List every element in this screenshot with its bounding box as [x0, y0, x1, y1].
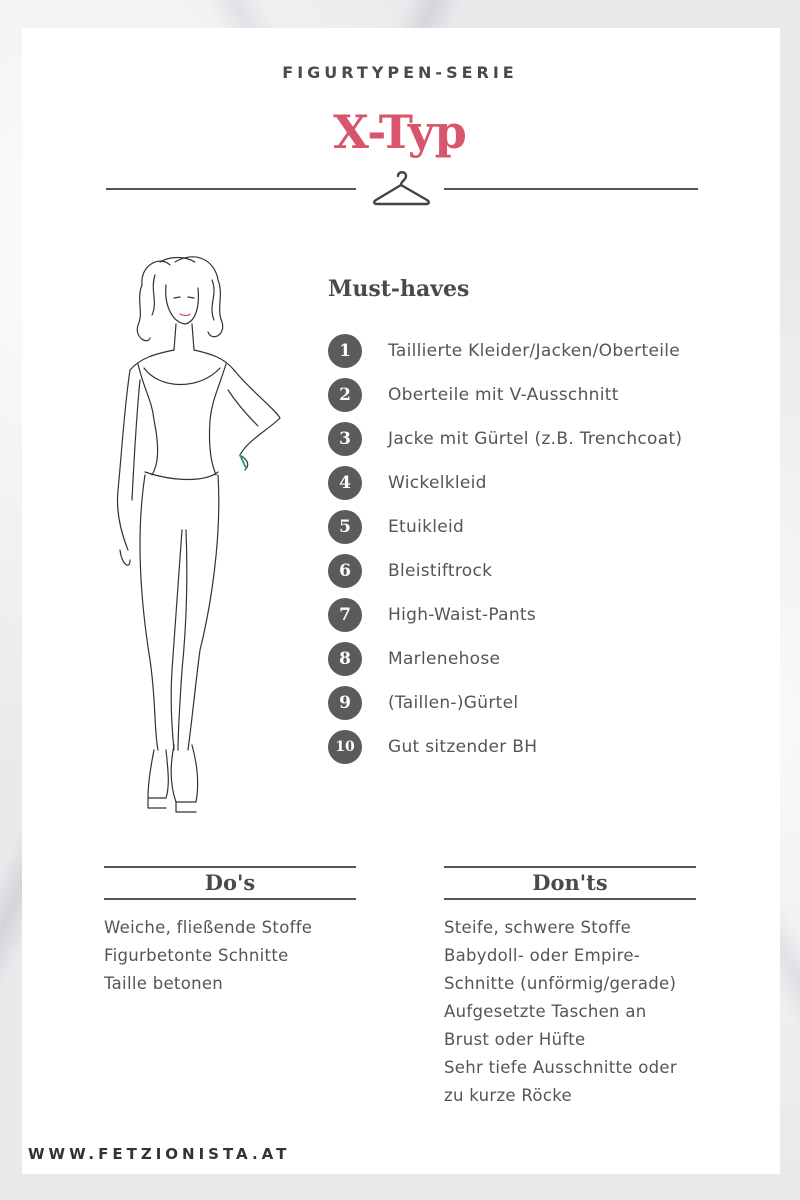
series-label: FIGURTYPEN-SERIE [282, 63, 518, 82]
divider-right [444, 188, 698, 190]
page-title: X-Typ [333, 105, 467, 159]
must-have-label: (Taillen-)Gürtel [388, 693, 519, 713]
must-have-label: Oberteile mit V-Ausschnitt [388, 385, 619, 405]
donts-item: zu kurze Röcke [444, 1086, 572, 1105]
hanger-icon [370, 170, 432, 214]
dos-item: Weiche, fließende Stoffe [104, 918, 313, 937]
dos-list [104, 914, 312, 998]
donts-item: Brust oder Hüfte [444, 1030, 586, 1049]
must-have-label: High-Waist-Pants [388, 605, 537, 625]
must-have-label: Wickelkleid [388, 473, 487, 493]
number-badge: 8 [328, 642, 362, 676]
number-badge: 2 [328, 378, 362, 412]
must-have-label: Bleistiftrock [388, 561, 493, 581]
donts-item: Babydoll- oder Empire- [444, 946, 641, 965]
donts-heading: Don'ts [444, 866, 696, 900]
divider-left [106, 188, 356, 190]
must-have-label: Gut sitzender BH [388, 737, 538, 757]
donts-item: Aufgesetzte Taschen an [444, 1002, 647, 1021]
number-badge: 1 [328, 334, 362, 368]
donts-item: Schnitte (unförmig/gerade) [444, 974, 677, 993]
number-badge: 7 [328, 598, 362, 632]
must-haves-heading: Must-haves [328, 276, 470, 302]
number-badge: 4 [328, 466, 362, 500]
number-badge: 10 [328, 730, 362, 764]
donts-list [444, 914, 677, 1110]
must-have-label: Marlenehose [388, 649, 501, 669]
dos-item: Taille betonen [104, 974, 224, 993]
website-url[interactable]: WWW.FETZIONISTA.AT [28, 1145, 291, 1163]
must-have-label: Taillierte Kleider/Jacken/Oberteile [388, 341, 681, 361]
number-badge: 3 [328, 422, 362, 456]
must-have-label: Jacke mit Gürtel (z.B. Trenchcoat) [388, 429, 683, 449]
woman-figure-illustration [100, 250, 300, 820]
number-badge: 6 [328, 554, 362, 588]
number-badge: 5 [328, 510, 362, 544]
dos-item: Figurbetonte Schnitte [104, 946, 289, 965]
donts-item: Sehr tiefe Ausschnitte oder [444, 1058, 677, 1077]
donts-item: Steife, schwere Stoffe [444, 918, 632, 937]
dos-heading: Do's [104, 866, 356, 900]
number-badge: 9 [328, 686, 362, 720]
must-have-label: Etuikleid [388, 517, 465, 537]
